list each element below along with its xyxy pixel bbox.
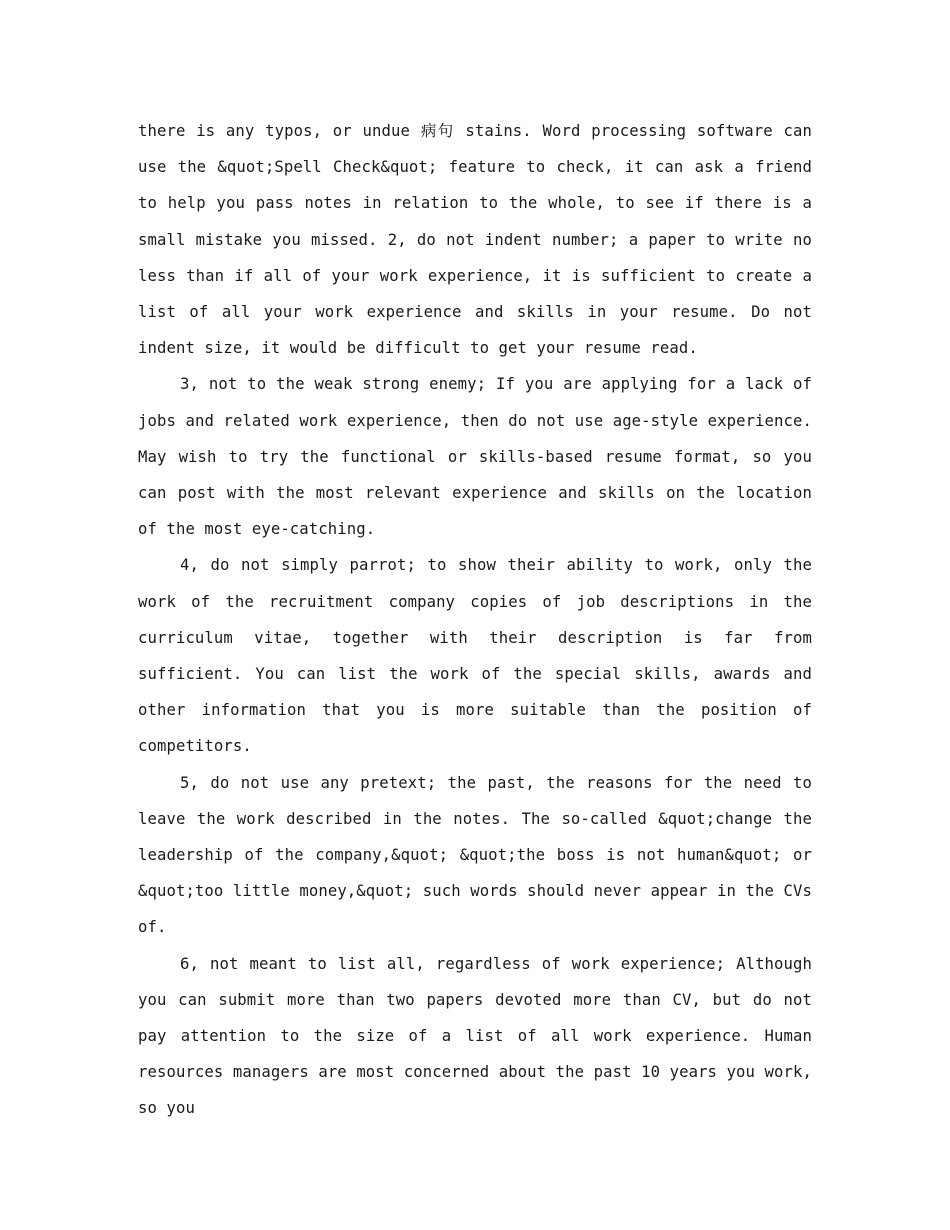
paragraph-1: there is any typos, or undue 病句 stains. Word processing software can use the &quot;Spell Check&quot; feature to check, it can ask a friend to help you pass notes in relation to the whole, to see if there is a small mistake you missed. 2, do not indent number; a paper to write no less than if all of your work experience, it is sufficient to create a list of all your work experience and skills in your resume. Do not indent size, it would be difficult to get your resume read. (138, 122, 812, 358)
paragraph-3: 4, do not simply parrot; to show their ability to work, only the work of the recruitment company copies of job descriptions in the curriculum vitae, together with their description is far from sufficient. You can list the work of the special skills, awards and other information that you is more suitable than the position of competitors. (138, 556, 812, 756)
paragraph-2: 3, not to the weak strong enemy; If you are applying for a lack of jobs and related work experience, then do not use age-style experience. May wish to try the functional or skills-based resume format, so you can post with the most relevant experience and skills on the location of the most eye-catching. (138, 375, 812, 539)
paragraph-4: 5, do not use any pretext; the past, the reasons for the need to leave the work described in the notes. The so-called &quot;change the leadership of the company,&quot; &quot;the boss is not human&quot; or &quot;too little money,&quot; such words should never appear in the CVs of. (138, 773, 812, 937)
body-text (138, 113, 812, 1127)
paragraph-5: 6, not meant to list all, regardless of work experience; Although you can submit more than two papers devoted more than CV, but do not pay attention to the size of a list of all work experience. Human resources managers are most concerned about the past 10 years you work, so you (138, 954, 812, 1118)
